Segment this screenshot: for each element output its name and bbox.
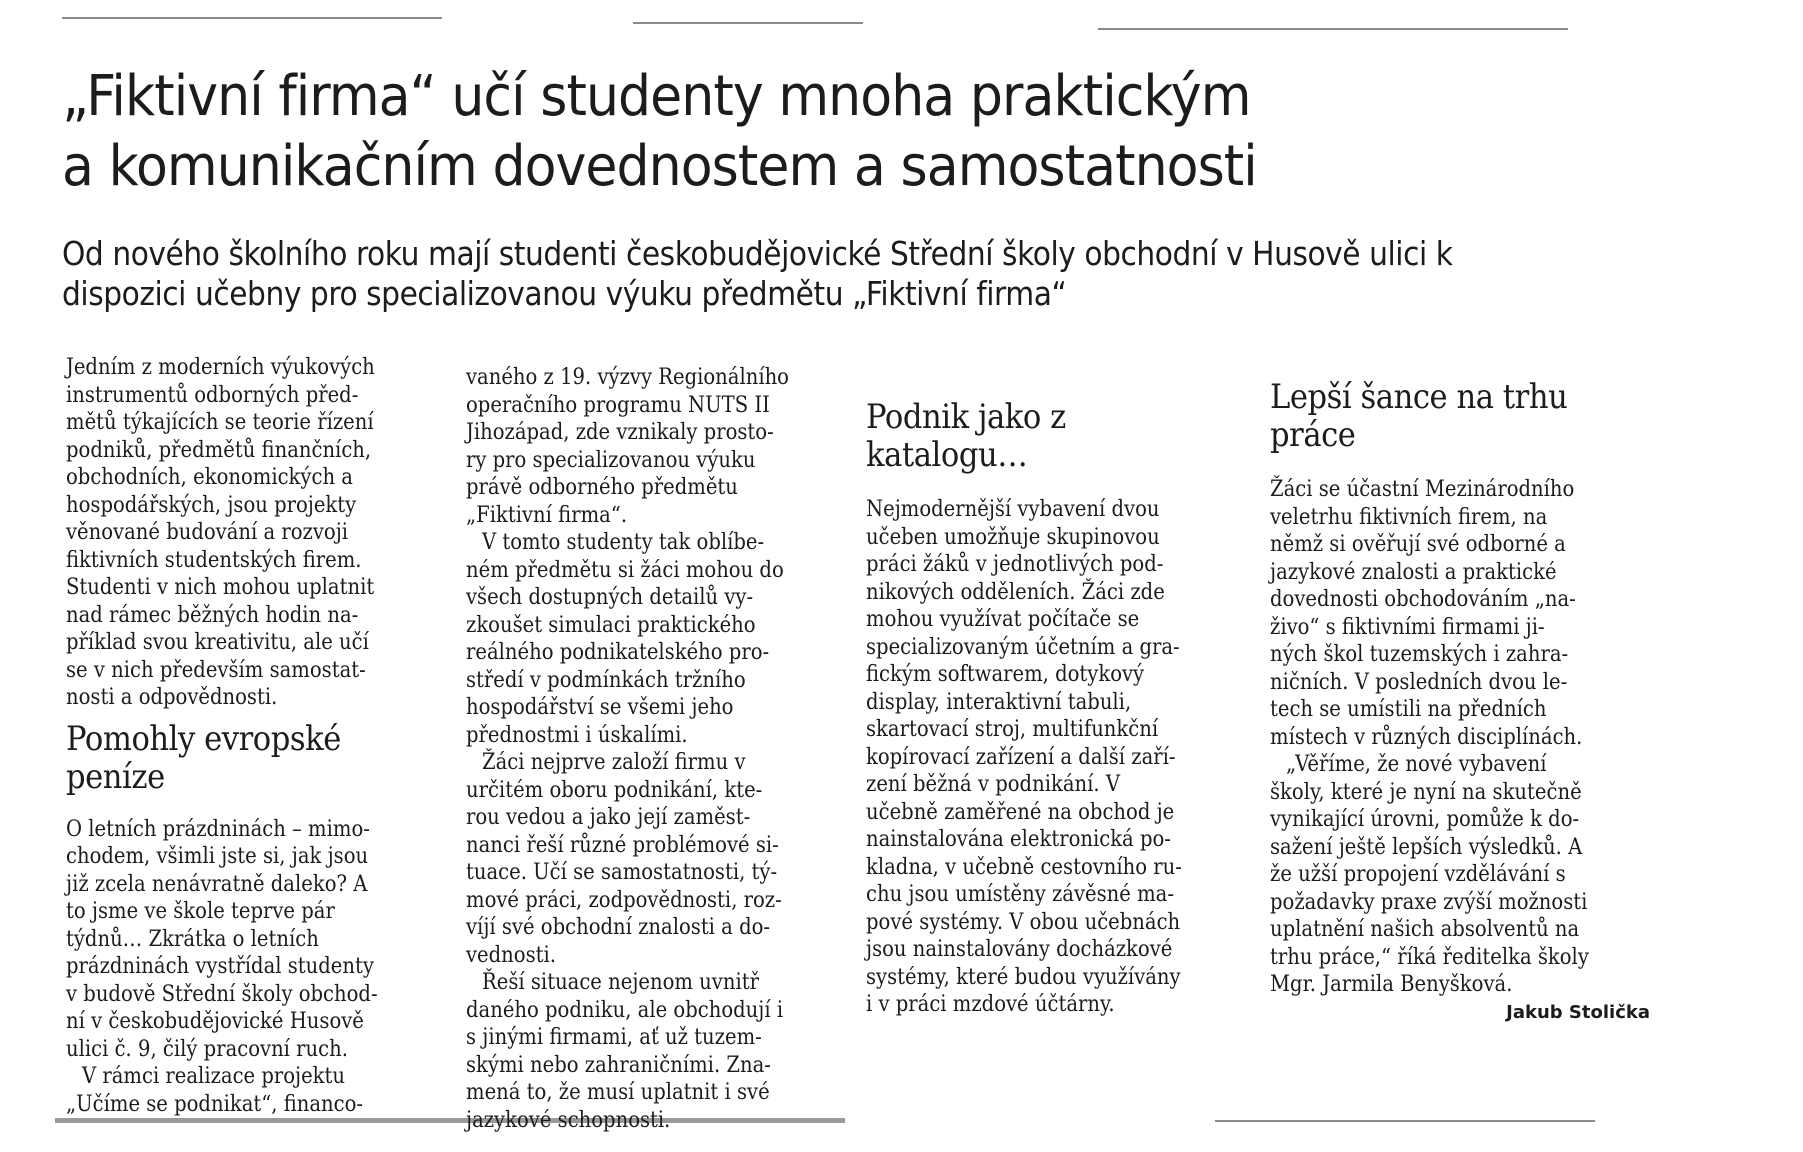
text-line: jazykové znalosti a praktické (1270, 559, 1557, 585)
text-line: nanci řeší různé problémové si- (466, 832, 779, 858)
text-line: vaného z 19. výzvy Regionálního (466, 365, 789, 390)
text-line: V rámci realizace projektu (82, 1064, 346, 1089)
column-3 (866, 398, 1246, 1019)
text-line: Studenti v nich mohou uplatnit (66, 575, 375, 600)
text-line: ničních. V posledních dvou le- (1270, 669, 1568, 695)
section-heading-line: práce (1270, 415, 1356, 455)
paragraph (66, 816, 436, 1064)
headline-line: „Fiktivní firma“ učí studenty mnoha praktickým (62, 64, 1251, 129)
paragraph (466, 749, 846, 969)
text-line: vynikající úrovni, pomůže k do- (1270, 807, 1580, 832)
paragraph (466, 529, 846, 749)
text-line: rou vedou a jako její zaměst- (466, 805, 751, 830)
text-line: práci žáků v jednotlivých pod- (866, 552, 1164, 577)
paragraph (66, 354, 436, 712)
text-line: Jedním z moderních výukových (66, 355, 375, 380)
text-line: že užší propojení vzdělávání s (1270, 862, 1566, 887)
author-byline: Jakub Stolička (1506, 1001, 1650, 1023)
paragraph (1270, 476, 1660, 751)
text-line: nainstalována elektronická po- (866, 827, 1171, 852)
text-line: podniků, předmětů finančních, (66, 437, 372, 463)
text-line: živo“ s fiktivními firmami ji- (1270, 614, 1545, 640)
text-line: ulici č. 9, čilý pracovní ruch. (66, 1036, 348, 1062)
section-heading (1270, 378, 1660, 454)
top-rule-right (1098, 28, 1568, 30)
text-line: určitém oboru podnikání, kte- (466, 777, 763, 803)
text-line: mená to, že musí uplatnit i své (466, 1080, 770, 1105)
text-line: reálného podnikatelského pro- (466, 640, 770, 665)
column-4 (1270, 378, 1660, 1026)
text-line: mohou využívat počítače se (866, 607, 1140, 632)
text-line: hospodářství se všemi jeho (466, 695, 734, 720)
text-line: i v práci mzdové účtárny. (866, 992, 1115, 1017)
text-line: tuace. Učí se samostatnosti, tý- (466, 860, 778, 885)
text-line: dovednosti obchodováním „na- (1270, 587, 1576, 612)
bottom-rule-right (1215, 1120, 1595, 1122)
section-heading (66, 720, 436, 796)
section-heading (866, 398, 1246, 474)
text-line: zkoušet simulaci praktického (466, 612, 756, 638)
text-line: „Fiktivní firma“. (466, 502, 628, 528)
text-line: s jinými firmami, ať už tuzem- (466, 1025, 762, 1050)
section-heading-line: Pomohly evropské (66, 718, 341, 759)
text-line: „Učíme se podnikat“, financo- (66, 1091, 364, 1117)
text-line: jsou nainstalovány docházkové (866, 937, 1173, 962)
text-line: tech se umístili na předních (1270, 697, 1547, 722)
top-rule-center (633, 22, 863, 24)
text-line: víjí své obchodní znalosti a do- (466, 915, 771, 940)
text-line: pové systémy. V obou učebnách (866, 909, 1181, 935)
paragraph (1270, 751, 1660, 999)
text-line: mové práci, zodpovědnosti, roz- (466, 887, 782, 913)
text-line: specializovaným účetním a gra- (866, 634, 1180, 660)
text-line: nosti a odpovědnosti. (66, 685, 278, 710)
text-line: trhu práce,“ říká ředitelka školy (1270, 944, 1589, 970)
subheadline-line: Od nového školního roku mají studenti českobudějovické Střední školy obchodní v Husově ulici k (62, 234, 1453, 273)
text-line: Řeší situace nejenom uvnitř (482, 970, 759, 995)
text-line: ném předmětu si žáci mohou do (466, 557, 784, 583)
text-line: sažení ještě lepších výsledků. A (1270, 834, 1583, 860)
paragraph (466, 364, 846, 529)
text-line: všech dostupných detailů vy- (466, 585, 754, 610)
text-line: systémy, které budou využívány (866, 964, 1181, 990)
section-heading-line: Lepší šance na trhu (1270, 377, 1568, 417)
text-line: fiktivních studentských firem. (66, 547, 362, 573)
text-line: středí v podmínkách tržního (466, 667, 746, 693)
paragraph (66, 1063, 436, 1118)
text-line: obchodních, ekonomických a (66, 465, 353, 490)
text-line: jazykové schopnosti. (466, 1107, 671, 1133)
text-line: O letních prázdninách – mimo- (66, 816, 370, 842)
text-line: požadavky praxe zvýší možnosti (1270, 889, 1588, 915)
subheadline-line: dispozici učebny pro specializovanou výuku předmětu „Fiktivní firma“ (62, 274, 1067, 313)
text-line: V tomto studenty tak oblíbe- (482, 530, 765, 555)
section-heading-line: Podnik jako z (866, 397, 1066, 437)
text-line: operačního programu NUTS II (466, 392, 770, 418)
text-line: skartovací stroj, multifunkční (866, 717, 1159, 742)
text-line: učebně zaměřené na obchod je (866, 799, 1175, 825)
paragraph (866, 496, 1246, 1019)
text-line: daného podniku, ale obchodují i (466, 997, 784, 1023)
headline-line: a komunikačním dovednostem a samostatnosti (62, 134, 1257, 199)
text-line: display, interaktivní tabuli, (866, 689, 1132, 715)
text-line: fickým softwarem, dotykový (866, 662, 1145, 687)
text-line: instrumentů odborných před- (66, 382, 359, 408)
section-heading-line: katalogu… (866, 435, 1028, 475)
text-line: to jsme ve škole teprve pár (66, 899, 335, 924)
text-line: učeben umožňuje skupinovou (866, 524, 1160, 550)
text-line: již zcela nenávratně daleko? A (66, 871, 368, 897)
text-line: uplatnění našich absolventů na (1270, 917, 1580, 942)
text-line: vednosti. (466, 942, 556, 968)
text-line: kopírovací zařízení a další zaří- (866, 744, 1176, 770)
text-line: „Věříme, že nové vybavení (1286, 752, 1547, 777)
text-line: veletrhu fiktivních firem, na (1270, 504, 1548, 530)
text-line: chodem, všimli jste si, jak jsou (66, 844, 369, 869)
text-line: Žáci nejprve založí firmu v (482, 750, 746, 775)
article-headline (62, 62, 1513, 202)
text-line: prázdninách vystřídal studenty (66, 954, 374, 979)
text-line: chu jsou umístěny závěsné ma- (866, 882, 1174, 907)
text-line: skými nebo zahraničními. Zna- (466, 1052, 771, 1078)
column-2 (466, 364, 846, 1134)
text-line: ní v českobudějovické Husově (66, 1009, 364, 1034)
article-subheadline (62, 234, 1592, 314)
text-line: zení běžná v podnikání. V (866, 772, 1120, 797)
text-line: nad rámec běžných hodin na- (66, 602, 359, 628)
text-line: ných škol tuzemských i zahra- (1270, 642, 1569, 667)
text-line: místech v různých disciplínách. (1270, 724, 1583, 750)
top-rule-left (62, 17, 442, 19)
text-line: mětů týkajících se teorie řízení (66, 410, 374, 435)
text-line: němž si ověřují své odborné a (1270, 532, 1566, 557)
text-line: Nejmodernější vybavení dvou (866, 497, 1160, 522)
column-1 (66, 354, 436, 1118)
text-line: přednostmi i úskalími. (466, 722, 688, 748)
text-line: Mgr. Jarmila Benyšková. (1270, 972, 1513, 997)
text-line: týdnů… Zkrátka o letních (66, 926, 319, 952)
text-line: se v nich především samostat- (66, 657, 366, 683)
section-heading-line: peníze (66, 756, 165, 797)
text-line: školy, které je nyní na skutečně (1270, 779, 1582, 805)
text-line: věnované budování a rozvoji (66, 520, 349, 545)
text-line: hospodářských, jsou projekty (66, 492, 357, 518)
text-line: nikových odděleních. Žáci zde (866, 579, 1165, 605)
text-line: Žáci se účastní Mezinárodního (1270, 477, 1575, 502)
text-line: právě odborného předmětu (466, 475, 738, 500)
text-line: příklad svou kreativitu, ale učí (66, 630, 369, 655)
text-line: v budově Střední školy obchod- (66, 981, 378, 1007)
paragraph (466, 969, 846, 1134)
text-line: Jihozápad, zde vznikaly prosto- (466, 420, 774, 445)
text-line: kladna, v učebně cestovního ru- (866, 854, 1182, 880)
text-line: ry pro specializovanou výuku (466, 447, 756, 473)
